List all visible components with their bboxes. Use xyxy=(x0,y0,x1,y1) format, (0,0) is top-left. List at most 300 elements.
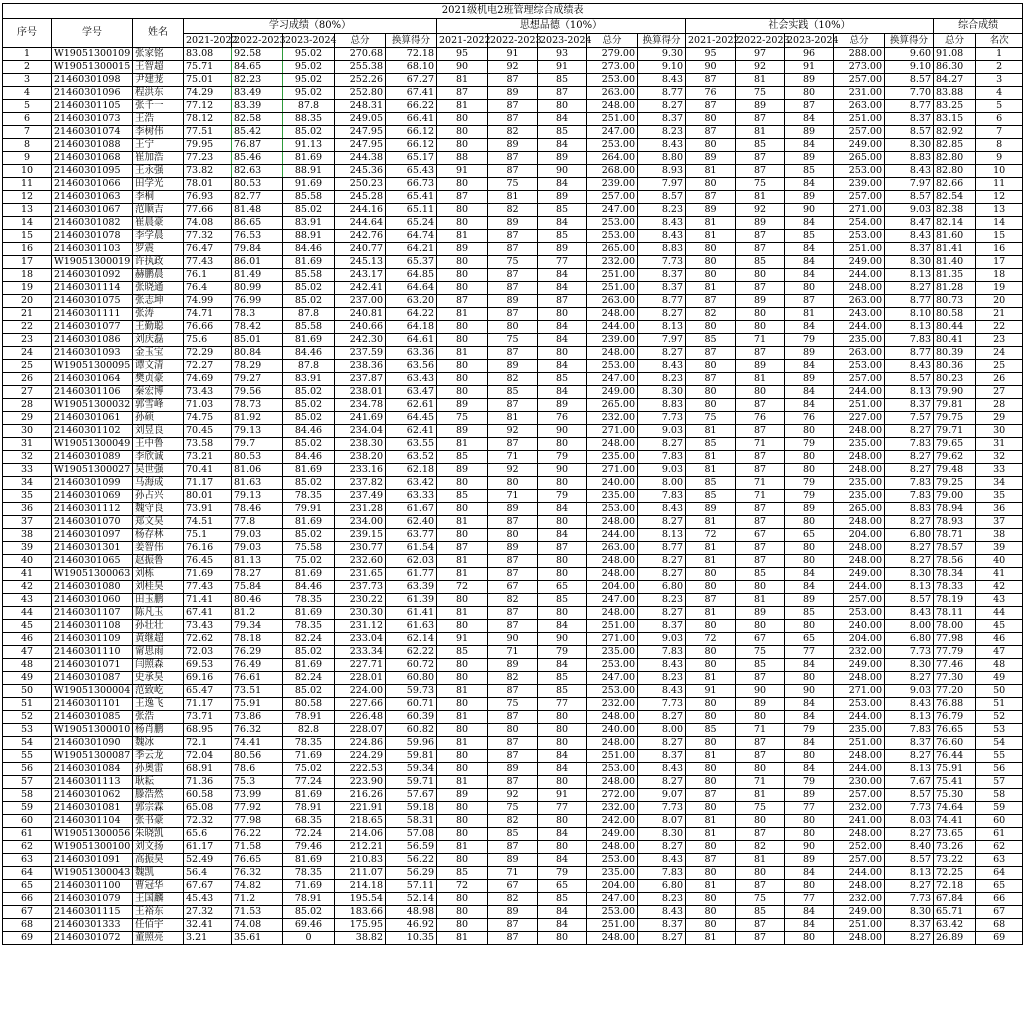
cell-overall-total[interactable]: 67.84 xyxy=(934,893,976,906)
cell-study-converted[interactable]: 63.52 xyxy=(386,451,437,464)
cell-student-id[interactable]: W19051300004 xyxy=(52,685,133,698)
cell-practice-total[interactable]: 248.00 xyxy=(834,880,885,893)
cell-study-2022[interactable]: 79.56 xyxy=(232,386,283,399)
cell-morality-2021[interactable]: 81 xyxy=(437,516,488,529)
cell-student-id[interactable]: 21460301062 xyxy=(52,789,133,802)
cell-morality-total[interactable]: 257.00 xyxy=(587,191,638,204)
cell-morality-converted[interactable]: 8.27 xyxy=(638,516,686,529)
cell-student-id[interactable]: 21460301109 xyxy=(52,633,133,646)
cell-index[interactable]: 65 xyxy=(3,880,52,893)
cell-index[interactable]: 28 xyxy=(3,399,52,412)
cell-morality-2021[interactable]: 90 xyxy=(437,61,488,74)
cell-practice-2021[interactable]: 81 xyxy=(686,425,736,438)
table-row[interactable] xyxy=(3,490,1023,503)
cell-student-id[interactable]: W19051300010 xyxy=(52,724,133,737)
cell-student-id[interactable]: 21460301066 xyxy=(52,178,133,191)
cell-practice-2023[interactable]: 89 xyxy=(785,503,834,516)
cell-practice-2021[interactable]: 80 xyxy=(686,139,736,152)
cell-morality-converted[interactable]: 8.27 xyxy=(638,347,686,360)
cell-name[interactable]: 李树伟 xyxy=(133,126,184,139)
cell-morality-total[interactable]: 265.00 xyxy=(587,399,638,412)
cell-morality-converted[interactable]: 8.37 xyxy=(638,620,686,633)
cell-morality-2021[interactable]: 81 xyxy=(437,711,488,724)
cell-overall-total[interactable]: 78.00 xyxy=(934,620,976,633)
table-row[interactable] xyxy=(3,451,1023,464)
cell-study-total[interactable]: 238.01 xyxy=(335,386,386,399)
cell-practice-2021[interactable]: 80 xyxy=(686,386,736,399)
cell-practice-2021[interactable]: 85 xyxy=(686,490,736,503)
cell-study-2022[interactable]: 85.42 xyxy=(232,126,283,139)
cell-morality-2023[interactable]: 77 xyxy=(538,802,587,815)
cell-morality-total[interactable]: 251.00 xyxy=(587,113,638,126)
cell-study-2021[interactable]: 76.47 xyxy=(184,243,232,256)
cell-morality-2021[interactable]: 81 xyxy=(437,308,488,321)
cell-study-2022[interactable]: 80.46 xyxy=(232,594,283,607)
cell-rank[interactable]: 56 xyxy=(976,763,1023,776)
cell-morality-total[interactable]: 248.00 xyxy=(587,516,638,529)
cell-overall-total[interactable]: 86.30 xyxy=(934,61,976,74)
cell-practice-2023[interactable]: 89 xyxy=(785,126,834,139)
cell-morality-total[interactable]: 253.00 xyxy=(587,659,638,672)
cell-morality-converted[interactable]: 8.27 xyxy=(638,841,686,854)
cell-study-total[interactable]: 247.95 xyxy=(335,139,386,152)
cell-practice-2021[interactable]: 76 xyxy=(686,87,736,100)
cell-study-converted[interactable]: 64.22 xyxy=(386,308,437,321)
cell-practice-total[interactable]: 257.00 xyxy=(834,191,885,204)
cell-name[interactable]: 王中鲁 xyxy=(133,438,184,451)
cell-practice-total[interactable]: 251.00 xyxy=(834,399,885,412)
cell-practice-total[interactable]: 257.00 xyxy=(834,594,885,607)
cell-study-converted[interactable]: 60.82 xyxy=(386,724,437,737)
cell-study-2023[interactable]: 91.69 xyxy=(283,178,335,191)
cell-morality-2022[interactable]: 87 xyxy=(488,347,538,360)
cell-morality-2021[interactable]: 85 xyxy=(437,451,488,464)
cell-study-2022[interactable]: 71.2 xyxy=(232,893,283,906)
cell-index[interactable]: 7 xyxy=(3,126,52,139)
table-row[interactable] xyxy=(3,854,1023,867)
cell-morality-total[interactable]: 263.00 xyxy=(587,87,638,100)
cell-study-total[interactable]: 224.00 xyxy=(335,685,386,698)
cell-study-2023[interactable]: 85.58 xyxy=(283,191,335,204)
cell-overall-total[interactable]: 80.44 xyxy=(934,321,976,334)
table-row[interactable] xyxy=(3,737,1023,750)
cell-practice-2022[interactable]: 87 xyxy=(736,347,785,360)
cell-rank[interactable]: 3 xyxy=(976,74,1023,87)
cell-morality-2023[interactable]: 91 xyxy=(538,61,587,74)
cell-practice-total[interactable]: 239.00 xyxy=(834,178,885,191)
table-row[interactable] xyxy=(3,607,1023,620)
cell-practice-2023[interactable]: 84 xyxy=(785,139,834,152)
cell-morality-2023[interactable]: 87 xyxy=(538,542,587,555)
cell-study-2021[interactable]: 72.1 xyxy=(184,737,232,750)
cell-name[interactable]: 范致屹 xyxy=(133,685,184,698)
cell-study-converted[interactable]: 57.08 xyxy=(386,828,437,841)
cell-practice-total[interactable]: 253.00 xyxy=(834,230,885,243)
cell-student-id[interactable]: W19051300087 xyxy=(52,750,133,763)
cell-practice-total[interactable]: 263.00 xyxy=(834,295,885,308)
cell-study-converted[interactable]: 61.67 xyxy=(386,503,437,516)
cell-overall-total[interactable]: 77.46 xyxy=(934,659,976,672)
cell-practice-converted[interactable]: 8.37 xyxy=(885,399,934,412)
cell-practice-2021[interactable]: 81 xyxy=(686,542,736,555)
cell-practice-2021[interactable]: 80 xyxy=(686,776,736,789)
cell-study-converted[interactable]: 61.63 xyxy=(386,620,437,633)
cell-practice-2021[interactable]: 80 xyxy=(686,646,736,659)
cell-study-2022[interactable]: 77.98 xyxy=(232,815,283,828)
cell-morality-total[interactable]: 248.00 xyxy=(587,841,638,854)
table-row[interactable] xyxy=(3,516,1023,529)
cell-practice-total[interactable]: 257.00 xyxy=(834,373,885,386)
cell-morality-2021[interactable]: 80 xyxy=(437,126,488,139)
cell-practice-2022[interactable]: 87 xyxy=(736,282,785,295)
cell-name[interactable]: 张涛 xyxy=(133,308,184,321)
cell-rank[interactable]: 37 xyxy=(976,516,1023,529)
cell-study-2023[interactable]: 78.91 xyxy=(283,893,335,906)
cell-student-id[interactable]: 21460301333 xyxy=(52,919,133,932)
cell-practice-total[interactable]: 243.00 xyxy=(834,308,885,321)
cell-study-2022[interactable]: 86.65 xyxy=(232,217,283,230)
cell-morality-total[interactable]: 248.00 xyxy=(587,607,638,620)
cell-practice-converted[interactable]: 8.27 xyxy=(885,282,934,295)
cell-overall-total[interactable]: 79.90 xyxy=(934,386,976,399)
cell-practice-converted[interactable]: 7.83 xyxy=(885,490,934,503)
cell-study-2021[interactable]: 75.01 xyxy=(184,74,232,87)
cell-morality-2022[interactable]: 82 xyxy=(488,672,538,685)
cell-practice-2023[interactable]: 84 xyxy=(785,178,834,191)
cell-practice-total[interactable]: 248.00 xyxy=(834,828,885,841)
cell-practice-converted[interactable]: 8.43 xyxy=(885,230,934,243)
cell-morality-2022[interactable]: 87 xyxy=(488,685,538,698)
cell-overall-total[interactable]: 73.26 xyxy=(934,841,976,854)
cell-practice-converted[interactable]: 8.27 xyxy=(885,516,934,529)
cell-index[interactable]: 18 xyxy=(3,269,52,282)
cell-morality-2022[interactable]: 82 xyxy=(488,204,538,217)
cell-index[interactable]: 55 xyxy=(3,750,52,763)
cell-morality-converted[interactable]: 8.93 xyxy=(638,165,686,178)
cell-study-total[interactable]: 239.15 xyxy=(335,529,386,542)
cell-practice-2021[interactable]: 81 xyxy=(686,555,736,568)
cell-study-converted[interactable]: 65.41 xyxy=(386,191,437,204)
table-row[interactable] xyxy=(3,360,1023,373)
cell-practice-converted[interactable]: 7.73 xyxy=(885,646,934,659)
cell-index[interactable]: 25 xyxy=(3,360,52,373)
cell-index[interactable]: 53 xyxy=(3,724,52,737)
cell-index[interactable]: 47 xyxy=(3,646,52,659)
cell-study-2022[interactable]: 76.53 xyxy=(232,230,283,243)
cell-rank[interactable]: 31 xyxy=(976,438,1023,451)
cell-practice-2022[interactable]: 80 xyxy=(736,620,785,633)
cell-rank[interactable]: 2 xyxy=(976,61,1023,74)
cell-practice-2023[interactable]: 84 xyxy=(785,243,834,256)
cell-practice-converted[interactable]: 8.27 xyxy=(885,932,934,945)
cell-morality-2021[interactable]: 80 xyxy=(437,802,488,815)
cell-study-2023[interactable]: 68.35 xyxy=(283,815,335,828)
cell-study-2021[interactable]: 74.71 xyxy=(184,308,232,321)
cell-morality-converted[interactable]: 8.23 xyxy=(638,594,686,607)
cell-index[interactable]: 69 xyxy=(3,932,52,945)
cell-overall-total[interactable]: 82.38 xyxy=(934,204,976,217)
cell-student-id[interactable]: 21460301099 xyxy=(52,477,133,490)
cell-study-converted[interactable]: 59.71 xyxy=(386,776,437,789)
cell-student-id[interactable]: 21460301073 xyxy=(52,113,133,126)
cell-morality-2023[interactable]: 76 xyxy=(538,412,587,425)
cell-overall-total[interactable]: 81.28 xyxy=(934,282,976,295)
cell-name[interactable]: 耿耘 xyxy=(133,776,184,789)
cell-study-converted[interactable]: 58.31 xyxy=(386,815,437,828)
cell-overall-total[interactable]: 78.33 xyxy=(934,581,976,594)
cell-practice-2021[interactable]: 80 xyxy=(686,919,736,932)
cell-study-2022[interactable]: 76.87 xyxy=(232,139,283,152)
cell-morality-2022[interactable]: 87 xyxy=(488,607,538,620)
cell-morality-total[interactable]: 263.00 xyxy=(587,295,638,308)
cell-study-converted[interactable]: 56.59 xyxy=(386,841,437,854)
cell-practice-converted[interactable]: 8.57 xyxy=(885,373,934,386)
table-row[interactable] xyxy=(3,685,1023,698)
cell-morality-2023[interactable]: 80 xyxy=(538,724,587,737)
cell-study-2023[interactable]: 87.8 xyxy=(283,360,335,373)
cell-study-total[interactable]: 233.34 xyxy=(335,646,386,659)
cell-practice-2022[interactable]: 71 xyxy=(736,438,785,451)
cell-study-converted[interactable]: 62.03 xyxy=(386,555,437,568)
cell-practice-total[interactable]: 235.00 xyxy=(834,490,885,503)
cell-practice-2021[interactable]: 80 xyxy=(686,321,736,334)
cell-student-id[interactable]: 21460301071 xyxy=(52,659,133,672)
cell-morality-2022[interactable]: 87 xyxy=(488,841,538,854)
cell-practice-converted[interactable]: 8.43 xyxy=(885,165,934,178)
cell-practice-2022[interactable]: 80 xyxy=(736,321,785,334)
table-row[interactable] xyxy=(3,425,1023,438)
cell-study-converted[interactable]: 62.61 xyxy=(386,399,437,412)
cell-morality-converted[interactable]: 8.27 xyxy=(638,711,686,724)
cell-practice-total[interactable]: 232.00 xyxy=(834,893,885,906)
cell-study-converted[interactable]: 63.33 xyxy=(386,490,437,503)
cell-morality-total[interactable]: 248.00 xyxy=(587,737,638,750)
cell-practice-converted[interactable]: 8.40 xyxy=(885,841,934,854)
cell-practice-2022[interactable]: 87 xyxy=(736,737,785,750)
cell-student-id[interactable]: W19051300049 xyxy=(52,438,133,451)
table-row[interactable] xyxy=(3,178,1023,191)
cell-student-id[interactable]: 21460301086 xyxy=(52,334,133,347)
cell-morality-2021[interactable]: 80 xyxy=(437,204,488,217)
table-row[interactable] xyxy=(3,724,1023,737)
cell-morality-2023[interactable]: 79 xyxy=(538,451,587,464)
cell-practice-total[interactable]: 248.00 xyxy=(834,451,885,464)
cell-practice-2021[interactable]: 80 xyxy=(686,620,736,633)
table-row[interactable] xyxy=(3,763,1023,776)
cell-index[interactable]: 62 xyxy=(3,841,52,854)
cell-overall-total[interactable]: 79.75 xyxy=(934,412,976,425)
cell-morality-2021[interactable]: 80 xyxy=(437,854,488,867)
cell-practice-converted[interactable]: 8.57 xyxy=(885,191,934,204)
cell-study-2023[interactable]: 88.91 xyxy=(283,230,335,243)
table-row[interactable] xyxy=(3,256,1023,269)
cell-study-total[interactable]: 232.60 xyxy=(335,555,386,568)
cell-practice-2023[interactable]: 81 xyxy=(785,308,834,321)
cell-practice-2022[interactable]: 87 xyxy=(736,243,785,256)
cell-morality-2023[interactable]: 79 xyxy=(538,490,587,503)
cell-morality-total[interactable]: 247.00 xyxy=(587,594,638,607)
cell-rank[interactable]: 22 xyxy=(976,321,1023,334)
table-row[interactable] xyxy=(3,789,1023,802)
cell-morality-total[interactable]: 204.00 xyxy=(587,581,638,594)
cell-study-2022[interactable]: 79.7 xyxy=(232,438,283,451)
cell-morality-2023[interactable]: 84 xyxy=(538,529,587,542)
cell-practice-2022[interactable]: 89 xyxy=(736,295,785,308)
cell-study-converted[interactable]: 66.12 xyxy=(386,139,437,152)
table-row[interactable] xyxy=(3,828,1023,841)
cell-student-id[interactable]: 21460301072 xyxy=(52,932,133,945)
table-row[interactable] xyxy=(3,113,1023,126)
cell-study-2023[interactable]: 75.02 xyxy=(283,763,335,776)
cell-overall-total[interactable]: 78.19 xyxy=(934,594,976,607)
cell-morality-2022[interactable]: 87 xyxy=(488,620,538,633)
cell-rank[interactable]: 59 xyxy=(976,802,1023,815)
cell-index[interactable]: 13 xyxy=(3,204,52,217)
cell-morality-2021[interactable]: 80 xyxy=(437,256,488,269)
cell-study-total[interactable]: 270.68 xyxy=(335,48,386,61)
cell-practice-converted[interactable]: 7.83 xyxy=(885,724,934,737)
cell-morality-2021[interactable]: 81 xyxy=(437,685,488,698)
cell-practice-2022[interactable]: 89 xyxy=(736,698,785,711)
cell-practice-total[interactable]: 227.00 xyxy=(834,412,885,425)
cell-morality-2021[interactable]: 80 xyxy=(437,659,488,672)
cell-morality-converted[interactable]: 6.80 xyxy=(638,880,686,893)
cell-morality-2022[interactable]: 89 xyxy=(488,503,538,516)
table-row[interactable] xyxy=(3,373,1023,386)
cell-study-2021[interactable]: 65.47 xyxy=(184,685,232,698)
cell-overall-total[interactable]: 79.00 xyxy=(934,490,976,503)
cell-morality-2023[interactable]: 77 xyxy=(538,256,587,269)
cell-morality-converted[interactable]: 7.83 xyxy=(638,490,686,503)
cell-practice-2021[interactable]: 87 xyxy=(686,594,736,607)
cell-study-2023[interactable]: 85.02 xyxy=(283,685,335,698)
cell-practice-2021[interactable]: 81 xyxy=(686,230,736,243)
cell-morality-2023[interactable]: 80 xyxy=(538,438,587,451)
cell-morality-2022[interactable]: 92 xyxy=(488,425,538,438)
cell-student-id[interactable]: 21460301107 xyxy=(52,607,133,620)
cell-study-2021[interactable]: 67.41 xyxy=(184,607,232,620)
cell-overall-total[interactable]: 74.41 xyxy=(934,815,976,828)
cell-morality-converted[interactable]: 8.57 xyxy=(638,191,686,204)
cell-study-2023[interactable]: 69.46 xyxy=(283,919,335,932)
cell-name[interactable]: 王国麟 xyxy=(133,893,184,906)
cell-index[interactable]: 51 xyxy=(3,698,52,711)
cell-study-2021[interactable]: 67.67 xyxy=(184,880,232,893)
cell-name[interactable]: 金玉宝 xyxy=(133,347,184,360)
cell-study-2022[interactable]: 79.84 xyxy=(232,243,283,256)
table-row[interactable] xyxy=(3,347,1023,360)
cell-study-total[interactable]: 210.83 xyxy=(335,854,386,867)
cell-study-converted[interactable]: 67.41 xyxy=(386,87,437,100)
cell-morality-converted[interactable]: 8.00 xyxy=(638,724,686,737)
cell-index[interactable]: 40 xyxy=(3,555,52,568)
cell-index[interactable]: 23 xyxy=(3,334,52,347)
cell-morality-converted[interactable]: 8.43 xyxy=(638,906,686,919)
cell-practice-total[interactable]: 232.00 xyxy=(834,646,885,659)
cell-rank[interactable]: 18 xyxy=(976,269,1023,282)
cell-study-converted[interactable]: 62.41 xyxy=(386,425,437,438)
cell-morality-2021[interactable]: 80 xyxy=(437,113,488,126)
cell-morality-2022[interactable]: 87 xyxy=(488,269,538,282)
cell-morality-2023[interactable]: 90 xyxy=(538,464,587,477)
table-row[interactable] xyxy=(3,867,1023,880)
cell-study-total[interactable]: 238.30 xyxy=(335,438,386,451)
cell-practice-2023[interactable]: 89 xyxy=(785,789,834,802)
cell-practice-2022[interactable]: 89 xyxy=(736,217,785,230)
cell-morality-converted[interactable]: 7.83 xyxy=(638,451,686,464)
cell-morality-converted[interactable]: 8.77 xyxy=(638,87,686,100)
table-row[interactable] xyxy=(3,399,1023,412)
cell-morality-2023[interactable]: 85 xyxy=(538,893,587,906)
cell-morality-2021[interactable]: 80 xyxy=(437,893,488,906)
cell-morality-2021[interactable]: 89 xyxy=(437,399,488,412)
cell-study-converted[interactable]: 52.14 xyxy=(386,893,437,906)
cell-overall-total[interactable]: 75.30 xyxy=(934,789,976,802)
cell-practice-2022[interactable]: 71 xyxy=(736,334,785,347)
cell-index[interactable]: 35 xyxy=(3,490,52,503)
cell-practice-2022[interactable]: 90 xyxy=(736,685,785,698)
cell-rank[interactable]: 44 xyxy=(976,607,1023,620)
cell-practice-2023[interactable]: 84 xyxy=(785,386,834,399)
cell-morality-2022[interactable]: 87 xyxy=(488,737,538,750)
cell-study-2022[interactable]: 80.84 xyxy=(232,347,283,360)
cell-practice-converted[interactable]: 8.77 xyxy=(885,100,934,113)
cell-practice-2022[interactable]: 87 xyxy=(736,165,785,178)
cell-study-2021[interactable]: 74.08 xyxy=(184,217,232,230)
cell-student-id[interactable]: 21460301114 xyxy=(52,282,133,295)
cell-study-2021[interactable]: 70.45 xyxy=(184,425,232,438)
table-row[interactable] xyxy=(3,776,1023,789)
cell-name[interactable]: 崔加浩 xyxy=(133,152,184,165)
cell-practice-2022[interactable]: 80 xyxy=(736,763,785,776)
cell-morality-2022[interactable]: 89 xyxy=(488,854,538,867)
cell-practice-2022[interactable]: 80 xyxy=(736,386,785,399)
cell-morality-converted[interactable]: 8.13 xyxy=(638,321,686,334)
cell-name[interactable]: 刘文扬 xyxy=(133,841,184,854)
cell-practice-2022[interactable]: 67 xyxy=(736,529,785,542)
cell-practice-2023[interactable]: 89 xyxy=(785,191,834,204)
cell-study-2023[interactable]: 87.8 xyxy=(283,100,335,113)
cell-practice-2021[interactable]: 80 xyxy=(686,243,736,256)
cell-study-total[interactable]: 231.65 xyxy=(335,568,386,581)
cell-study-converted[interactable]: 64.64 xyxy=(386,282,437,295)
cell-study-2023[interactable]: 85.02 xyxy=(283,412,335,425)
cell-practice-2021[interactable]: 80 xyxy=(686,737,736,750)
cell-study-total[interactable]: 242.30 xyxy=(335,334,386,347)
cell-practice-converted[interactable]: 7.70 xyxy=(885,87,934,100)
cell-morality-total[interactable]: 248.00 xyxy=(587,711,638,724)
cell-practice-2023[interactable]: 80 xyxy=(785,282,834,295)
table-row[interactable] xyxy=(3,750,1023,763)
cell-practice-converted[interactable]: 7.67 xyxy=(885,776,934,789)
cell-practice-2022[interactable]: 87 xyxy=(736,230,785,243)
cell-morality-2023[interactable]: 89 xyxy=(538,152,587,165)
cell-practice-2022[interactable]: 81 xyxy=(736,789,785,802)
cell-morality-2023[interactable]: 80 xyxy=(538,815,587,828)
cell-practice-converted[interactable]: 8.30 xyxy=(885,256,934,269)
cell-study-total[interactable]: 241.69 xyxy=(335,412,386,425)
cell-morality-2023[interactable]: 90 xyxy=(538,425,587,438)
cell-student-id[interactable]: 21460301102 xyxy=(52,425,133,438)
cell-morality-converted[interactable]: 8.23 xyxy=(638,373,686,386)
cell-morality-2021[interactable]: 89 xyxy=(437,425,488,438)
cell-study-converted[interactable]: 56.22 xyxy=(386,854,437,867)
cell-rank[interactable]: 8 xyxy=(976,139,1023,152)
cell-study-total[interactable]: 234.00 xyxy=(335,516,386,529)
cell-index[interactable]: 22 xyxy=(3,321,52,334)
cell-name[interactable]: 曹冠华 xyxy=(133,880,184,893)
cell-morality-2021[interactable]: 81 xyxy=(437,568,488,581)
